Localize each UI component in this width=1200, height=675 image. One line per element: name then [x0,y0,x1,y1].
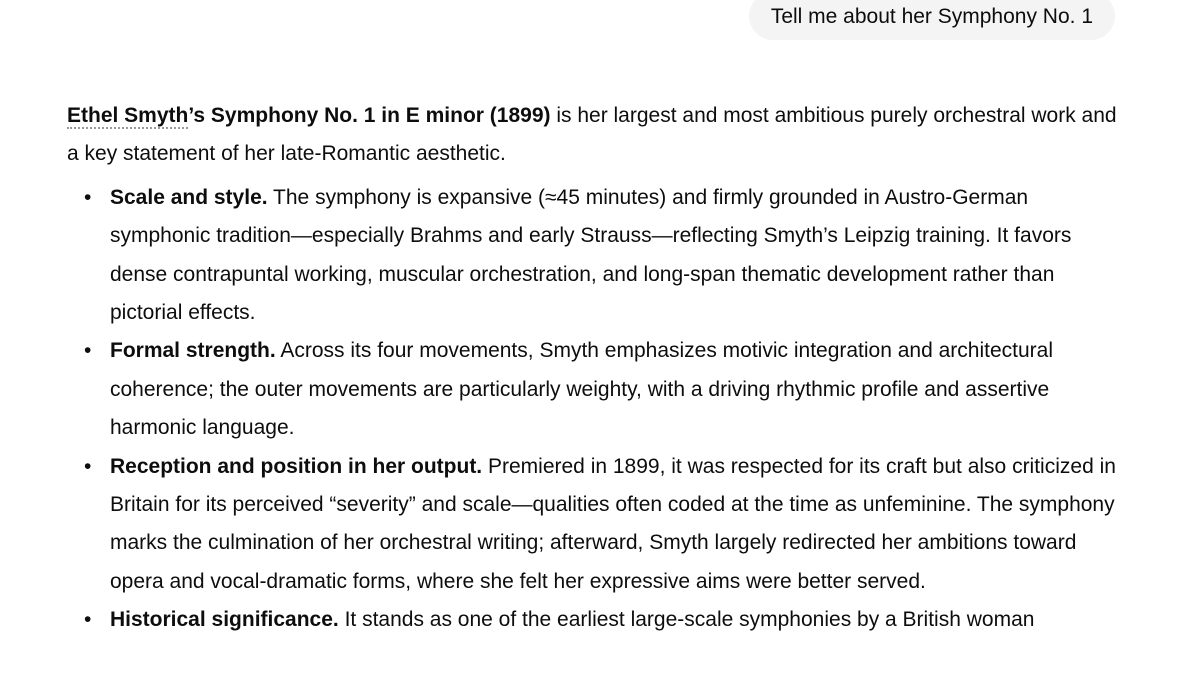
intro-text: is her largest and most ambitious purely orchestral work and a key statement of her late-Romantic aesthetic. [67,104,1117,166]
list-item [67,179,1129,333]
intro-paragraph [67,97,1129,174]
bullet-icon: • [84,608,92,632]
point-text: It stands as one of the earliest large-scale symphonies by a British woman [338,608,1035,632]
subject-rest: ’s Symphony No. 1 in E minor (1899) [188,104,551,127]
bullet-icon: • [84,454,92,478]
list-item [67,448,1129,602]
point-title: Historical significance. [110,608,339,632]
bullet-icon: • [84,185,92,209]
list-item [67,601,1129,639]
point-title: Reception and position in her output. [110,454,483,478]
point-text: Across its four movements, Smyth emphasizes motivic integration and architectural coherence; the outer movements are particularly weighty, with a driving rhythmic profile and assertive harmonic language. [110,339,1054,440]
user-message-text: Tell me about her Symphony No. 1 [770,4,1093,28]
list-item [67,332,1129,447]
point-text: The symphony is expansive (≈45 minutes) and firmly grounded in Austro-German symphonic tradition—especially Brahms and early Strauss—reflecting Smyth’s Leipzig training. It favors dense contrapuntal working, muscular orchestration, and long-span thematic development rather than pictorial effects. [110,185,1072,325]
subject-entity-link[interactable]: Ethel Smyth [67,104,189,127]
user-message-bubble [749,0,1115,40]
point-title: Formal strength. [110,339,276,363]
point-text: Premiered in 1899, it was respected for its craft but also criticized in Britain for its perceived “severity” and scale—qualities often coded at the time as unfeminine. The symphony marks the culmination of her orchestral writing; afterward, Smyth largely redirected her ambitions toward opera and vocal-dramatic forms, where she felt her expressive aims were better served. [110,454,1116,593]
intro-subject [67,104,551,129]
key-points-list [67,179,1129,640]
bullet-icon: • [84,339,92,363]
assistant-response [67,97,1129,640]
point-title: Scale and style. [110,185,268,209]
